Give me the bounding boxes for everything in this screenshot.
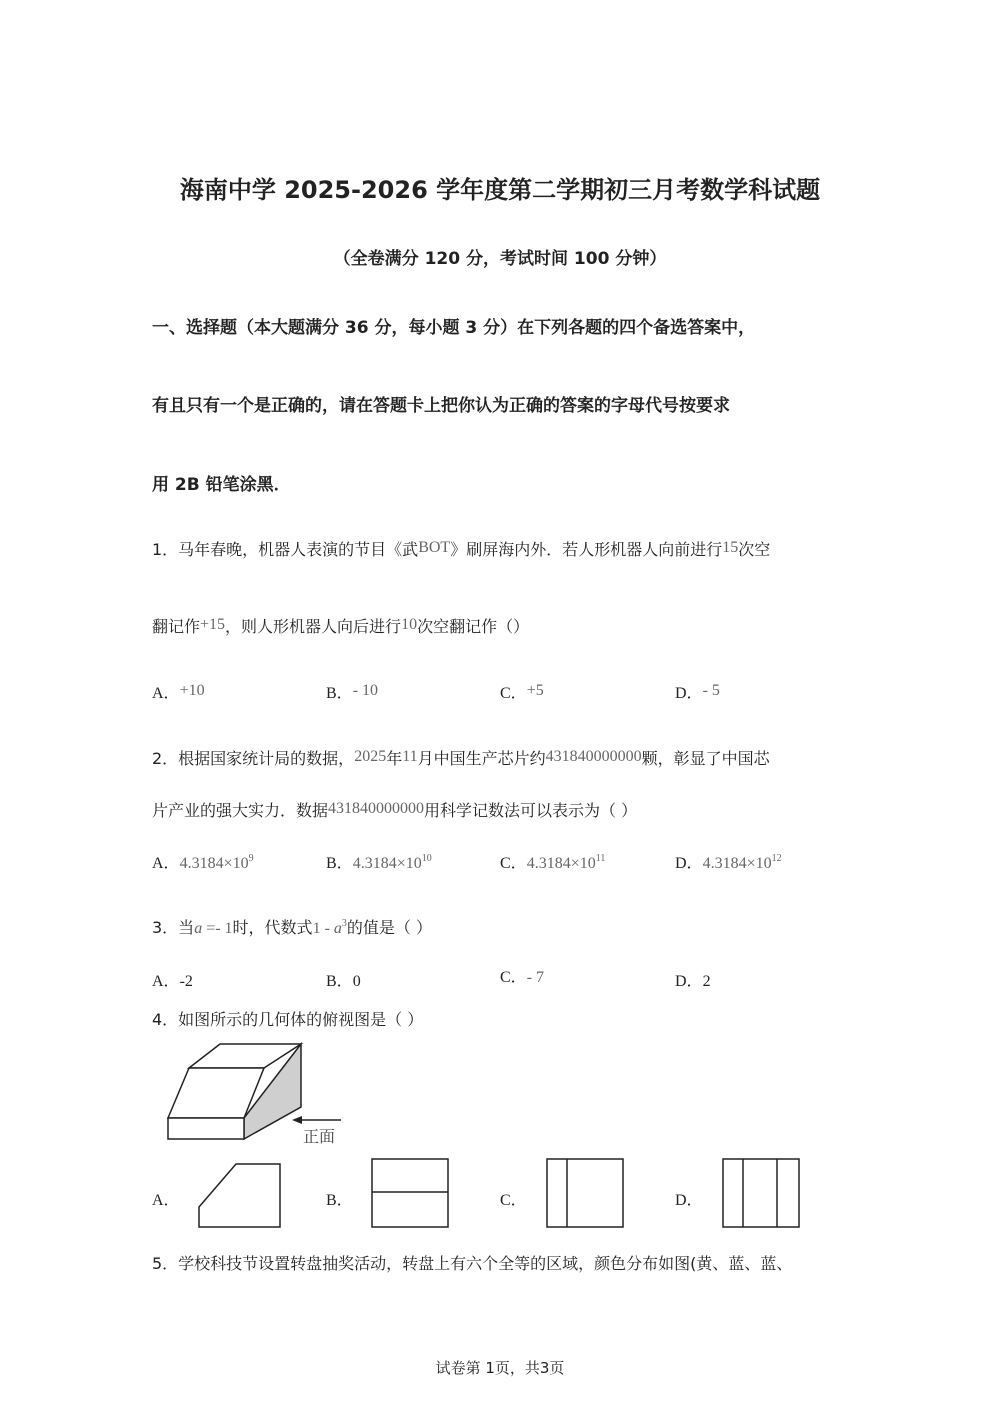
question-1-option-a[interactable]: A．+10 [152,682,205,702]
question-2-option-b[interactable]: B．$4.3184\times 10^{10}$ [326,853,432,872]
question-4-option-b-figure[interactable] [370,1157,450,1229]
question-4-stem: 4．如图所示的几何体的俯视图是（ ） [152,1010,424,1029]
section-heading-line1: 一、选择题（本大题满分 36 分，每小题 3 分）在下列各题的四个备选答案中， [152,318,756,338]
question-2-option-c[interactable]: C．$4.3184\times 10^{11}$ [500,853,606,872]
question-5-stem: 5．学校科技节设置转盘抽奖活动，转盘上有六个全等的区域，颜色分布如图(黄、蓝、蓝、 [152,1254,793,1273]
question-2-line1: 2．根据国家统计局的数据，2025年11月中国生产芯片约431840000000颗，彰显了中国芯 [152,748,770,768]
question-4-option-c-figure[interactable] [545,1157,625,1229]
question-1-line2: 翻记作+15，则人形机器人向后进行10次空翻记作（） [152,616,530,636]
page-title: 海南中学 2025-2026 学年度第二学期初三月考数学科试题 [179,176,821,204]
question-4-option-d-figure[interactable] [721,1157,801,1229]
question-4-option-c-label[interactable]: C． [500,1192,527,1209]
question-3-option-d[interactable]: D．2 [675,973,711,990]
question-4-option-a-figure[interactable] [196,1161,284,1231]
question-2-line2: 片产业的强大实力．数据431840000000用科学记数法可以表示为（ ） [152,800,638,820]
front-direction-label: 正面 [303,1127,336,1146]
question-3-option-c[interactable]: C．- 7 [500,969,545,986]
question-4-option-a-label[interactable]: A． [152,1192,180,1209]
question-1-option-c[interactable]: C．+5 [500,682,544,702]
question-2-option-d[interactable]: D．$4.3184\times 10^{12}$ [675,853,782,872]
section-heading-line2: 有且只有一个是正确的，请在答题卡上把你认为正确的答案的字母代号按要求 [152,396,730,416]
question-4-option-d-label[interactable]: D． [675,1192,703,1209]
page-footer: 试卷第 1页，共3页 [435,1359,565,1377]
page-subtitle: （全卷满分 120 分，考试时间 100 分钟） [333,249,667,269]
question-3-stem: 3．当a =- 1时，代数式$1 - a^3$的值是（ ） [152,918,432,937]
question-3-option-a[interactable]: A．-2 [152,973,193,990]
question-2-option-a[interactable]: A．$4.3184\times 10^9$ [152,853,254,872]
question-3-option-b[interactable]: B．0 [326,973,361,990]
question-1-line1: 1．马年春晚，机器人表演的节目《武BOT》刷屏海内外．若人形机器人向前进行15次空 [152,539,771,559]
question-4-option-b-label[interactable]: B． [326,1192,353,1209]
question-1-option-b[interactable]: B．- 10 [326,682,379,702]
question-1-option-d[interactable]: D．- 5 [675,682,720,702]
section-heading-line3: 用 2B 铅笔涂黑． [152,475,291,495]
